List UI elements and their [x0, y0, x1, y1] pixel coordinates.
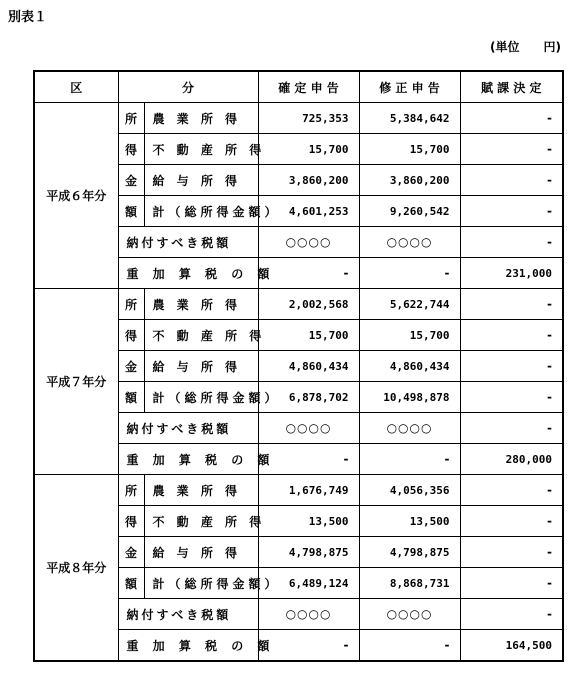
item-label: 計（総所得金額）	[144, 196, 258, 227]
fuka-value: -	[460, 382, 563, 413]
year-label: 平成８年分	[34, 475, 118, 662]
item-label: 農 業 所 得	[144, 103, 258, 134]
jukasan-fuka: 231,000	[460, 258, 563, 289]
fuka-value: -	[460, 537, 563, 568]
kakutei-value: 725,353	[258, 103, 359, 134]
nofu-kakutei: ○○○○	[258, 599, 359, 630]
jukasan-kakutei: -	[258, 258, 359, 289]
income-kind-char: 金	[118, 537, 144, 568]
table-row	[34, 475, 563, 506]
income-kind-char: 所	[118, 103, 144, 134]
header-ku: 区	[34, 71, 118, 103]
fuka-value: -	[460, 506, 563, 537]
shusei-value: 3,860,200	[359, 165, 460, 196]
shusei-value: 5,622,744	[359, 289, 460, 320]
kakutei-value: 6,489,124	[258, 568, 359, 599]
tax-table	[33, 70, 564, 662]
item-label: 不 動 産 所 得	[144, 506, 258, 537]
header-fuka: 賦 課 決 定	[460, 71, 563, 103]
table-body	[34, 103, 563, 662]
header-shusei: 修 正 申 告	[359, 71, 460, 103]
kakutei-value: 1,676,749	[258, 475, 359, 506]
jukasan-fuka: 280,000	[460, 444, 563, 475]
fuka-value: -	[460, 568, 563, 599]
kakutei-value: 15,700	[258, 134, 359, 165]
income-kind-char: 額	[118, 568, 144, 599]
shusei-value: 15,700	[359, 320, 460, 351]
fuka-value: -	[460, 351, 563, 382]
kakutei-value: 4,860,434	[258, 351, 359, 382]
item-label: 不 動 産 所 得	[144, 134, 258, 165]
jukasan-label: 重 加 算 税 の 額	[118, 444, 258, 475]
item-label: 農 業 所 得	[144, 289, 258, 320]
shusei-value: 13,500	[359, 506, 460, 537]
fuka-value: -	[460, 196, 563, 227]
item-label: 計（総所得金額）	[144, 382, 258, 413]
jukasan-label: 重 加 算 税 の 額	[118, 630, 258, 662]
kakutei-value: 3,860,200	[258, 165, 359, 196]
item-label: 給 与 所 得	[144, 351, 258, 382]
shusei-value: 5,384,642	[359, 103, 460, 134]
nofu-label: 納付すべき税額	[118, 413, 258, 444]
nofu-label: 納付すべき税額	[118, 599, 258, 630]
shusei-value: 10,498,878	[359, 382, 460, 413]
shusei-value: 4,056,356	[359, 475, 460, 506]
fuka-value: -	[460, 289, 563, 320]
shusei-value: 4,860,434	[359, 351, 460, 382]
shusei-value: 4,798,875	[359, 537, 460, 568]
income-kind-char: 得	[118, 134, 144, 165]
income-kind-char: 金	[118, 165, 144, 196]
jukasan-fuka: 164,500	[460, 630, 563, 662]
kakutei-value: 13,500	[258, 506, 359, 537]
year-label: 平成６年分	[34, 103, 118, 289]
document-caption: 別表１	[8, 10, 48, 25]
jukasan-shusei: -	[359, 630, 460, 662]
nofu-kakutei: ○○○○	[258, 227, 359, 258]
income-kind-char: 額	[118, 382, 144, 413]
fuka-value: -	[460, 103, 563, 134]
income-kind-char: 金	[118, 351, 144, 382]
jukasan-label: 重 加 算 税 の 額	[118, 258, 258, 289]
item-label: 給 与 所 得	[144, 165, 258, 196]
nofu-shusei: ○○○○	[359, 599, 460, 630]
header-kakutei: 確 定 申 告	[258, 71, 359, 103]
header-row	[34, 71, 563, 103]
fuka-value: -	[460, 320, 563, 351]
table-row	[34, 103, 563, 134]
nofu-fuka: -	[460, 413, 563, 444]
shusei-value: 9,260,542	[359, 196, 460, 227]
item-label: 農 業 所 得	[144, 475, 258, 506]
kakutei-value: 4,601,253	[258, 196, 359, 227]
income-kind-char: 得	[118, 506, 144, 537]
income-kind-char: 所	[118, 475, 144, 506]
nofu-fuka: -	[460, 227, 563, 258]
unit-note: (単位 円)	[490, 40, 561, 54]
jukasan-kakutei: -	[258, 630, 359, 662]
nofu-shusei: ○○○○	[359, 227, 460, 258]
nofu-shusei: ○○○○	[359, 413, 460, 444]
kakutei-value: 4,798,875	[258, 537, 359, 568]
jukasan-kakutei: -	[258, 444, 359, 475]
item-label: 不 動 産 所 得	[144, 320, 258, 351]
kakutei-value: 6,878,702	[258, 382, 359, 413]
nofu-kakutei: ○○○○	[258, 413, 359, 444]
income-kind-char: 得	[118, 320, 144, 351]
year-label: 平成７年分	[34, 289, 118, 475]
fuka-value: -	[460, 165, 563, 196]
jukasan-shusei: -	[359, 258, 460, 289]
jukasan-shusei: -	[359, 444, 460, 475]
fuka-value: -	[460, 475, 563, 506]
fuka-value: -	[460, 134, 563, 165]
shusei-value: 8,868,731	[359, 568, 460, 599]
shusei-value: 15,700	[359, 134, 460, 165]
item-label: 給 与 所 得	[144, 537, 258, 568]
nofu-fuka: -	[460, 599, 563, 630]
item-label: 計（総所得金額）	[144, 568, 258, 599]
kakutei-value: 15,700	[258, 320, 359, 351]
header-bun: 分	[118, 71, 258, 103]
income-kind-char: 所	[118, 289, 144, 320]
kakutei-value: 2,002,568	[258, 289, 359, 320]
nofu-label: 納付すべき税額	[118, 227, 258, 258]
table-row	[34, 289, 563, 320]
income-kind-char: 額	[118, 196, 144, 227]
